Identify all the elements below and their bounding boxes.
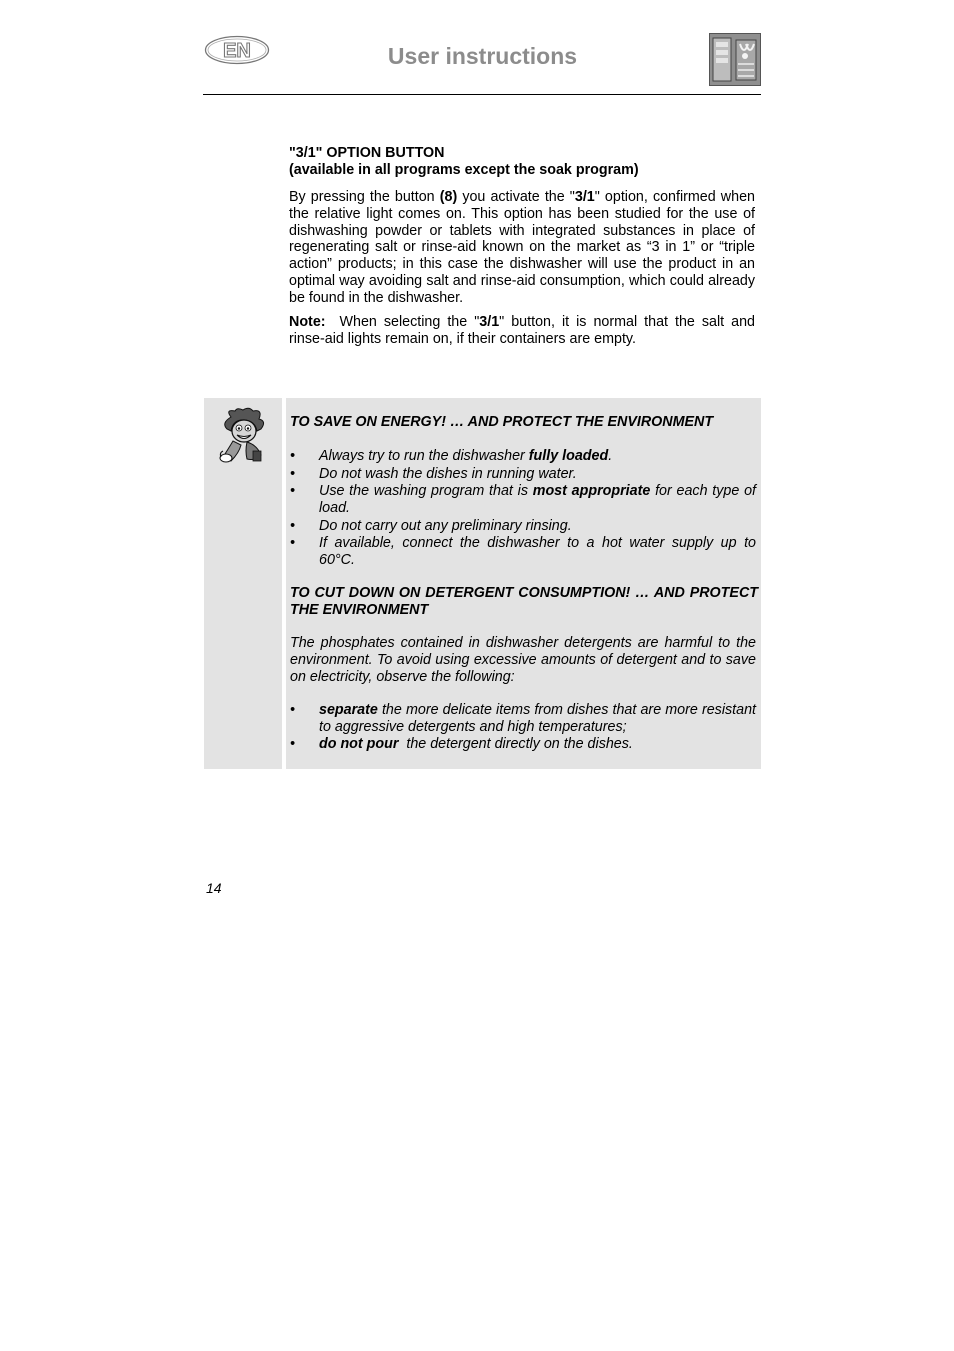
header-divider (203, 94, 761, 95)
page-number: 14 (206, 880, 222, 896)
item-text: Always try to run the dishwasher (319, 448, 529, 464)
item-emphasis: most appropriate (532, 483, 651, 499)
item-text: Do not carry out any preliminary rinsing. (319, 518, 572, 534)
item-emphasis: fully loaded (528, 448, 609, 464)
note-paragraph (289, 314, 755, 348)
section-subtitle: (available in all programs except the soak program) (289, 161, 639, 178)
bullet: • (290, 448, 296, 464)
environment-mascot-icon (217, 407, 269, 464)
energy-heading: TO SAVE ON ENERGY! … AND PROTECT THE ENVIRONMENT (290, 414, 714, 430)
item-text: If available, connect the dishwasher to a hot water supply up to 60°C. (319, 535, 756, 568)
body-text-1: By pressing the button (289, 189, 440, 205)
item-emphasis: do not pour (319, 736, 399, 752)
environment-content (290, 398, 756, 769)
note-label: Note: (289, 314, 326, 330)
item-text: the more delicate items from dishes that are more resistant to aggressive detergents and high temperatures; (319, 702, 756, 735)
bullet: • (290, 518, 296, 534)
item-text: Do not wash the dishes in running water. (319, 466, 577, 482)
bullet: • (290, 736, 296, 752)
body-text-2: you activate the " (457, 189, 575, 205)
button-reference: (8) (439, 189, 458, 205)
item-text: for each type of load. (319, 483, 756, 516)
item-text: Use the washing program that is (319, 483, 533, 499)
note-text-1: When selecting the " (325, 314, 480, 330)
option-name: 3/1 (574, 189, 595, 205)
bullet: • (290, 702, 296, 718)
note-option: 3/1 (479, 314, 500, 330)
en-language-badge-icon (204, 35, 270, 65)
detergent-paragraph: The phosphates contained in dishwasher detergents are harmful to the environment. To avoid using excessive amounts of detergent and to save on electricity, observe the following: (290, 635, 756, 685)
section-paragraph (289, 189, 755, 307)
lang-code: EN (223, 40, 251, 62)
detergent-heading: TO CUT DOWN ON DETERGENT CONSUMPTION! … AND PROTECT THE ENVIRONMENT (290, 585, 758, 618)
page-title: User instructions (387, 43, 578, 69)
dishwasher-rack-icon (709, 33, 761, 86)
section-title: "3/1" OPTION BUTTON (289, 145, 445, 161)
section-heading (289, 145, 759, 179)
bullet: • (290, 535, 296, 551)
bullet: • (290, 466, 296, 482)
bullet: • (290, 483, 296, 499)
note-text-2: " button, it is normal that the salt and rinse-aid lights remain on, if their containers are empty. (289, 314, 755, 347)
item-emphasis: separate (319, 702, 378, 718)
item-text: the detergent directly on the dishes. (398, 736, 633, 752)
body-text-3: " option, confirmed when the relative light comes on. This option has been studied for the use of dishwashing powder or tablets with integrated substances in place of regenerating salt or rinse-aid known on the market as “3 in 1” or “triple action” products; in this case the dishwasher will use the product in an optimal way avoiding salt and rinse-aid consumption, which could already be found in the dishwasher. (289, 189, 755, 306)
item-text: . (608, 448, 613, 464)
